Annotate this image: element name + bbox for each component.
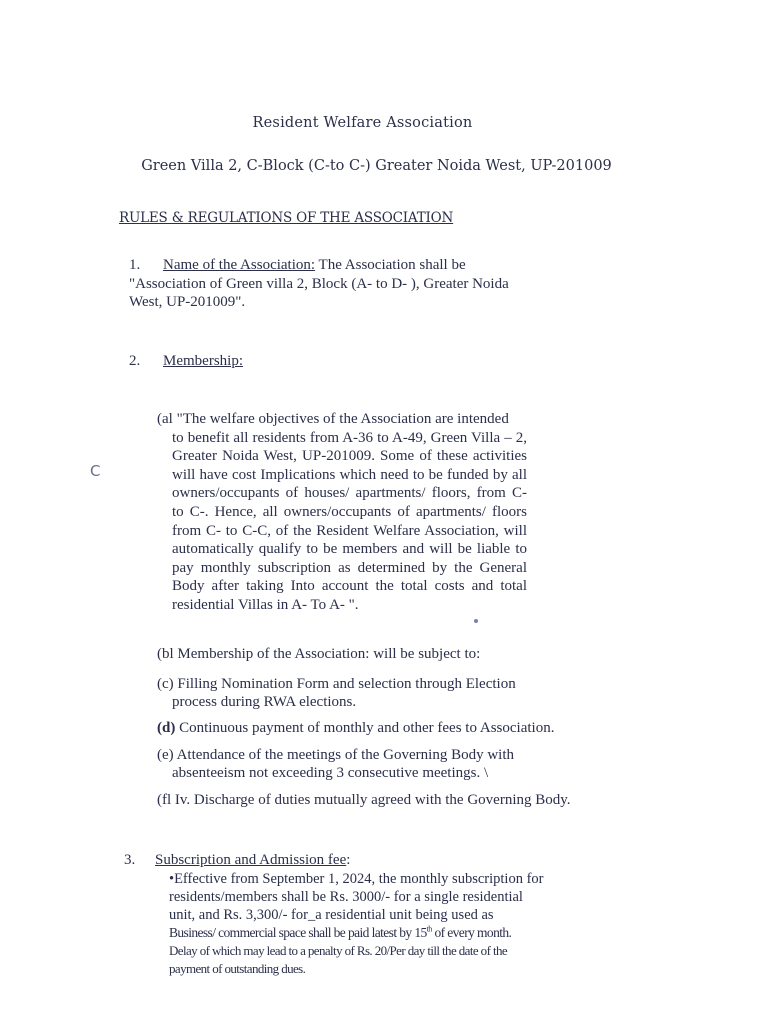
subscription-line: payment of outstanding dues. [169,960,306,976]
subscription-line: •Effective from September 1, 2024, the monthly subscription for [169,871,544,887]
section-heading-colon: : [346,852,351,868]
section-number: 3. [124,852,136,868]
clause-lead: (al "The welfare objectives of the Association are intended [157,411,509,427]
membership-clause-b: (bl Membership of the Association: will be subject to: [157,646,481,662]
section-heading: Name of the Association: [163,257,316,273]
clause-continuation: process during RWA elections. [172,693,357,710]
membership-clause-a [157,410,527,615]
subscription-text: Business/ commercial space shall be paid latest by 15 [169,925,427,941]
section-number: 2. [129,353,141,369]
ordinal-suffix: th [426,924,432,934]
section-text: "Association of Green villa 2, Block (A- to D- ), Greater Noida [129,275,509,292]
membership-clause-d [157,720,554,738]
clause-lead: (e) Attendance of the meetings of the Governing Body with [157,747,514,763]
membership-clause-c [157,676,516,711]
subscription-line: residents/members shall be Rs. 3000/- for a single residential [169,888,523,905]
section-membership [129,352,243,371]
document-title: Resident Welfare Association [252,115,473,131]
subscription-line: Delay of which may lead to a penalty of Rs. 20/Per day till the date of the [169,943,508,959]
section-heading: Membership: [163,353,243,369]
membership-clause-f: (fl Iv. Discharge of duties mutually agreed with the Governing Body. [157,792,571,808]
clause-lead: (c) Filling Nomination Form and selection through Election [157,676,516,692]
clause-body: to benefit all residents from A-36 to A-49, Green Villa – 2, Greater Noida West, UP-201009. Some of these activities will have cost Implications which need to be funded by all owners/occupants of houses/ apartments/ floors, from C- to C-. Hence, all owners/occupants of apartments/ floors from C- to C-C, of the Resident Welfare Association, will automatically qualify to be members and will be liable to pay monthly subscription as determined by the General Body after taking Into account the total costs and total residential Villas in A- To A- ". [172,429,527,613]
membership-clause-e [157,747,514,782]
clause-text: Continuous payment of monthly and other fees to Association. [175,720,555,736]
stray-dot [474,619,478,623]
subscription-line: unit, and Rs. 3,300/- for_a residential unit being used as [169,906,494,923]
section-number: 1. [129,257,141,273]
subscription-line [169,924,569,942]
rules-heading: RULES & REGULATIONS OF THE ASSOCIATION [119,210,454,226]
section-subscription [124,851,350,870]
section-text: The Association shall be [315,257,466,273]
section-name-of-association [129,256,529,312]
subscription-text: of every month. [431,925,512,941]
margin-mark: C [90,462,101,480]
subscription-body [169,871,569,978]
association-address: Green Villa 2, C-Block (C-to C-) Greater Noida West, UP-201009 [141,158,612,174]
section-text: West, UP-201009". [129,294,246,310]
clause-label: (d) [157,720,176,736]
section-heading: Subscription and Admission fee [155,852,347,868]
clause-continuation: absenteeism not exceeding 3 consecutive meetings. \ [172,764,489,781]
